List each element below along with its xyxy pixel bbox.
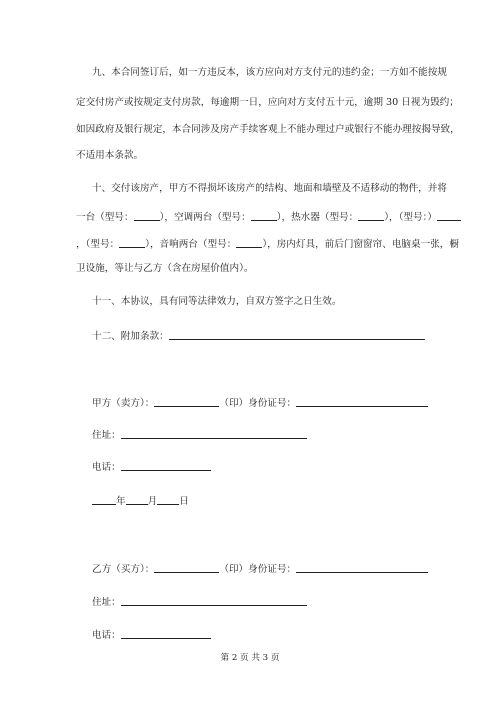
month-label: 月 <box>147 496 158 507</box>
party-a-phone-label: 电话： <box>92 462 121 473</box>
party-a-address-field[interactable] <box>121 428 307 439</box>
clause-10-line-3 <box>76 237 459 251</box>
clause-10-text: ），空调两台（型号： <box>159 212 251 223</box>
month-field[interactable] <box>126 494 148 505</box>
clause-10-text: ），热水器（型号： <box>276 212 359 223</box>
clause-9-line-4: 不适用本条款。 <box>76 150 144 161</box>
day-field[interactable] <box>157 494 179 505</box>
party-b-phone-label: 电话： <box>92 630 121 641</box>
party-b-label: 乙方（买方）： <box>92 564 155 575</box>
party-b-phone-field[interactable] <box>121 628 211 639</box>
party-b-name-field[interactable] <box>154 562 219 573</box>
blank-line <box>134 210 160 221</box>
party-a-label: 甲方（卖方）： <box>92 398 155 409</box>
clause-9-line-1: 九、本合同签订后，如一方违反本，该方应向对方支付元的违约金；一方如不能按规 <box>92 67 447 78</box>
party-b-address-row <box>92 595 436 609</box>
clause-10-line-2 <box>76 210 436 224</box>
page-number: 第 2 页 共 3 页 <box>220 653 280 663</box>
clause-10-text: ），（型号：） <box>384 212 438 223</box>
day-label: 日 <box>179 496 189 507</box>
party-a-date-row <box>92 494 436 508</box>
party-a-address-row <box>92 428 436 442</box>
clause-12 <box>92 329 436 343</box>
clause-10-text: ），音响两台（型号： <box>145 239 237 250</box>
clause-9-line-2: 定交付房产或按规定支付房款，每逾期一日，应向对方支付五十元，逾期 30 日视为毁约； <box>76 97 459 108</box>
party-a-seal-label: （印）身份证号： <box>219 398 297 409</box>
clause-10-text: ，（型号： <box>76 239 120 250</box>
blank-line <box>358 210 384 221</box>
party-b-address-field[interactable] <box>121 595 307 606</box>
clause-9-line-3: 如因政府及银行规定，本合同涉及房产手续客观上不能办理过户或银行不能办理按揭导致， <box>76 124 460 135</box>
clause-12-label: 十二、附加条款： <box>92 331 169 342</box>
clause-10-text: 一台（型号： <box>76 212 134 223</box>
party-a-id-field[interactable] <box>296 396 428 407</box>
party-b-id-field[interactable] <box>296 562 428 573</box>
blank-line <box>236 237 262 248</box>
year-field[interactable] <box>92 494 116 505</box>
party-b-address-label: 住址： <box>92 597 121 608</box>
clause-10-text: ），房内灯具，前后门窗窗帘、电脑桌一张，橱 <box>262 239 459 250</box>
year-label: 年 <box>116 496 126 507</box>
party-a-phone-row <box>92 460 436 474</box>
party-a-phone-field[interactable] <box>121 460 211 471</box>
party-a-row <box>92 396 436 410</box>
additional-terms-line[interactable] <box>169 329 425 340</box>
blank-line <box>251 210 277 221</box>
party-b-seal-label: （印）身份证号： <box>219 564 297 575</box>
blank-line <box>119 237 145 248</box>
blank-line <box>437 210 461 221</box>
clause-10-line-1: 十、交付该房产，甲方不得损坏该房产的结构、地面和墙壁及不适移动的物件，并将 <box>92 183 447 194</box>
party-b-phone-row <box>92 628 436 642</box>
clause-11: 十一、本协议，具有同等法律效力，自双方签字之日生效。 <box>92 296 342 307</box>
party-a-name-field[interactable] <box>154 396 219 407</box>
party-a-address-label: 住址： <box>92 430 121 441</box>
party-b-row <box>92 562 436 576</box>
clause-10-line-4: 卫设施，等让与乙方（含在房屋价值内）。 <box>76 263 254 274</box>
